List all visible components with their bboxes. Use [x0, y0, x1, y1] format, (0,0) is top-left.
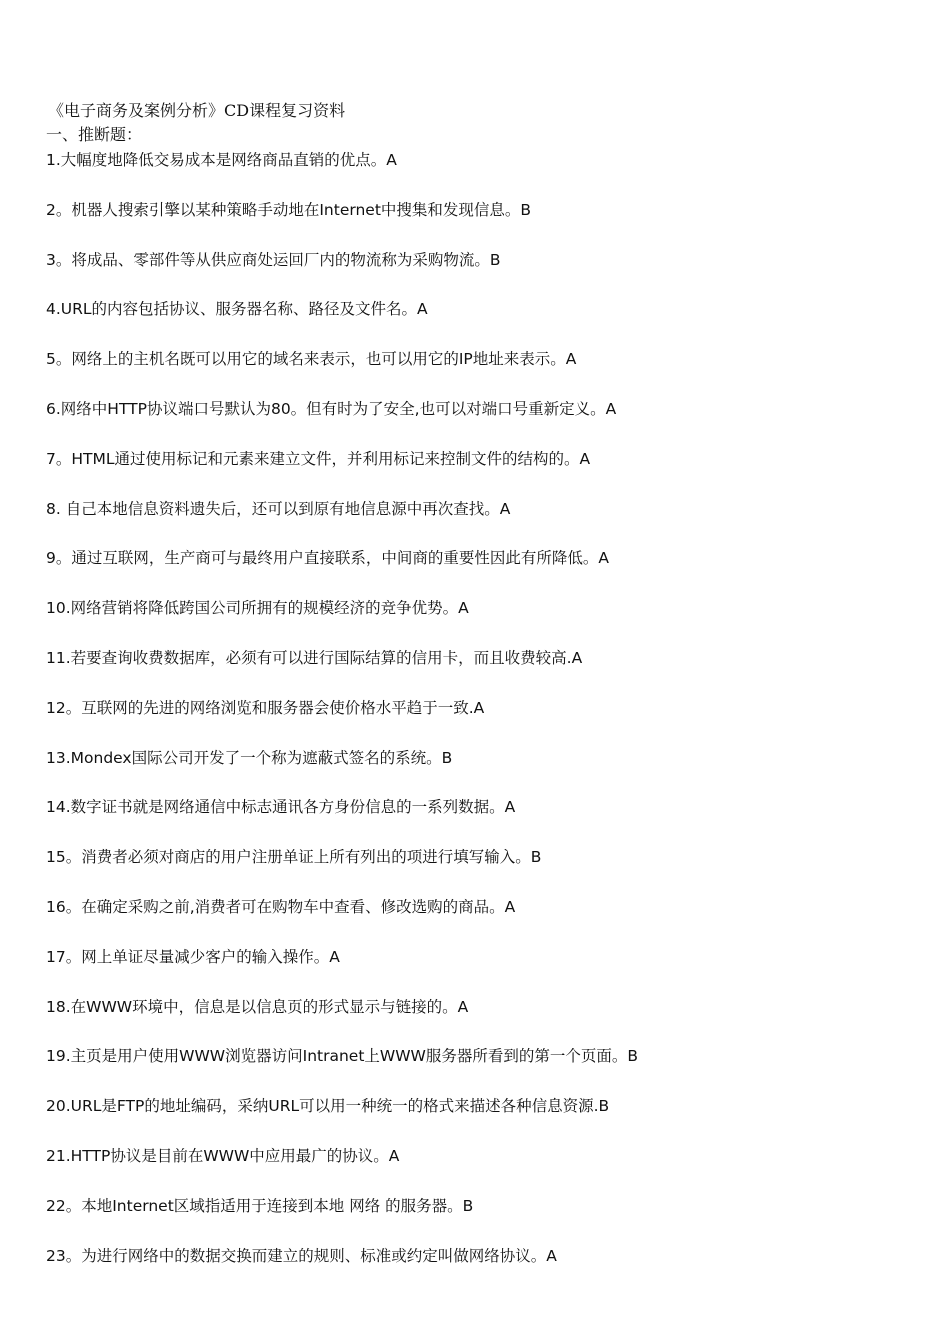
question-item: 13.Mondex国际公司开发了一个称为遮蔽式签名的系统。B [46, 748, 453, 767]
question-item: 23。为进行网络中的数据交换而建立的规则、标准或约定叫做网络协议。A [46, 1246, 557, 1265]
question-item: 16。在确定采购之前,消费者可在购物车中查看、修改选购的商品。A [46, 897, 516, 916]
question-item: 10.网络营销将降低跨国公司所拥有的规模经济的竞争优势。A [46, 599, 469, 618]
question-item: 12。互联网的先进的网络浏览和服务器会使价格水平趋于一致.A [46, 698, 485, 717]
section-heading: 一、推断题： [46, 125, 143, 144]
question-item: 4.URL的内容包括协议、服务器名称、路径及文件名。A [46, 300, 428, 319]
question-item: 3。将成品、零部件等从供应商处运回厂内的物流称为采购物流。B [46, 250, 501, 269]
question-item: 1.大幅度地降低交易成本是网络商品直销的优点。A [46, 151, 397, 169]
question-item: 17。网上单证尽量减少客户的输入操作。A [46, 947, 340, 966]
question-item: 14.数字证书就是网络通信中标志通讯各方身份信息的一系列数据。A [46, 798, 516, 817]
question-item: 20.URL是FTP的地址编码，采纳URL可以用一种统一的格式来描述各种信息资源.B [46, 1097, 610, 1116]
question-item: 7。HTML通过使用标记和元素来建立文件，并利用标记来控制文件的结构的。A [46, 449, 591, 468]
question-item: 15。消费者必须对商店的用户注册单证上所有列出的项进行填写输入。B [46, 848, 542, 867]
question-item: 2。机器人搜索引擎以某种策略手动地在Internet中搜集和发现信息。B [46, 200, 532, 219]
question-item: 11.若要查询收费数据库，必须有可以进行国际结算的信用卡，而且收费较高.A [46, 648, 583, 667]
document-title: 《电子商务及案例分析》CD课程复习资料 [48, 101, 346, 120]
question-item: 18.在WWW环境中，信息是以信息页的形式显示与链接的。A [46, 997, 469, 1016]
question-item: 22。本地Internet区域指适用于连接到本地 网络 的服务器。B [46, 1196, 474, 1215]
question-list [46, 149, 926, 1294]
question-item: 21.HTTP协议是目前在WWW中应用最广的协议。A [46, 1146, 400, 1165]
question-item: 5。网络上的主机名既可以用它的域名来表示，也可以用它的IP地址来表示。A [46, 350, 577, 369]
question-item: 9。通过互联网，生产商可与最终用户直接联系，中间商的重要性因此有所降低。A [46, 549, 609, 568]
question-item: 6.网络中HTTP协议端口号默认为80。但有时为了安全,也可以对端口号重新定义。A [46, 399, 617, 418]
question-item: 19.主页是用户使用WWW浏览器访问Intranet上WWW服务器所看到的第一个页面。B [46, 1047, 639, 1066]
question-item: 8. 自己本地信息资料遗失后，还可以到原有地信息源中再次查找。A [46, 499, 511, 518]
